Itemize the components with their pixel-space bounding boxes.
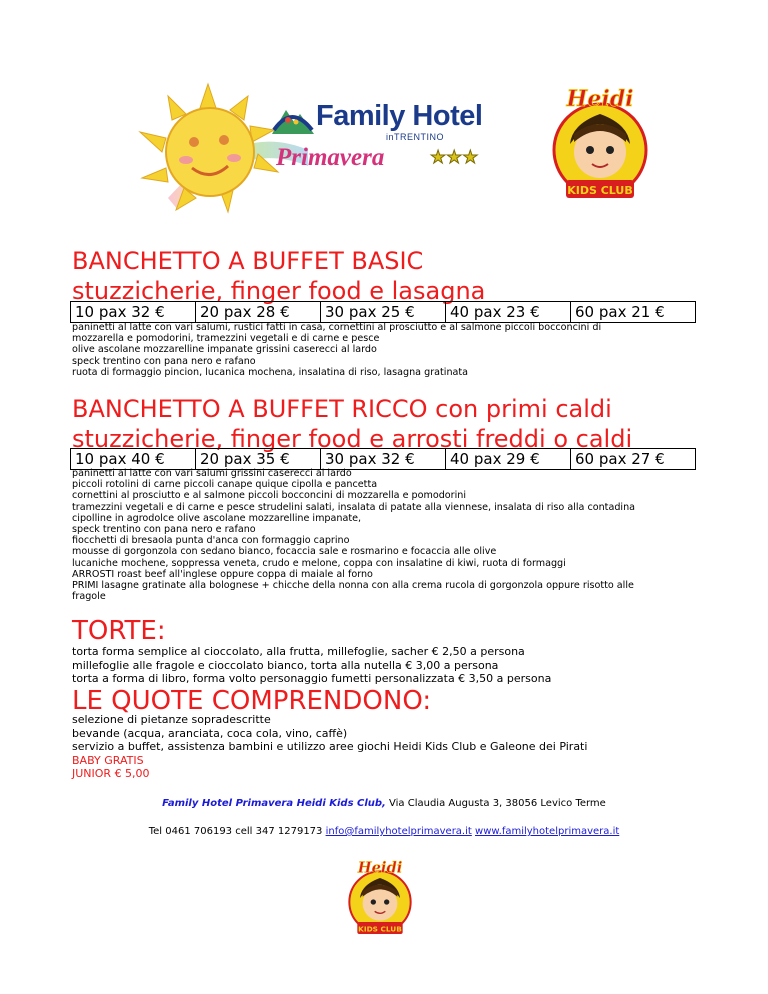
torte-title: TORTE: (72, 616, 166, 646)
ricco-title (72, 394, 632, 454)
heidi-kids-club-logo-small (340, 858, 420, 938)
quote-list (72, 713, 712, 781)
menu-line: cornettini al prosciutto e al salmone piccoli bocconcini di mozzarella e pomodorini (72, 490, 467, 502)
mountain-family-icon (272, 102, 314, 138)
junior-price: JUNIOR € 5,00 (72, 767, 150, 780)
footer-address (0, 798, 768, 809)
menu-line: mousse di gorgonzola con sedano bianco, focaccia sale e rosmarino e focaccia alle olive (72, 546, 497, 558)
logo-primavera: Primavera (276, 144, 385, 171)
menu-line: paninetti al latte con vari salumi grissini caserecci al lardo (72, 468, 352, 479)
email-link[interactable]: info@familyhotelprimavera.it (325, 826, 472, 837)
basic-price-30: 30 pax 25 € (321, 302, 446, 323)
quote-line: bevande (acqua, aranciata, coca cola, vino, caffè) (72, 726, 348, 740)
menu-line: fragole (72, 591, 106, 603)
menu-line: speck trentino con pana nero e rafano (72, 355, 256, 367)
logo-stars: ★★★ (430, 147, 479, 168)
menu-line: ARROSTI roast beef all'inglese oppure coppa di maiale al forno (72, 568, 373, 580)
badge-sub-text: KIDS CLUB (567, 184, 633, 197)
ricco-price-30: 30 pax 32 € (321, 449, 446, 470)
logo-subtitle: inTRENTINO (386, 132, 445, 142)
menu-line: lucaniche mochene, soppressa veneta, crudo e melone, coppa con insalatine di kiwi, ruota di formaggi (72, 557, 566, 569)
basic-title-line1: BANCHETTO A BUFFET BASIC (72, 247, 424, 275)
torte-line: torta a forma di libro, forma volto personaggio fumetti personalizzata € 3,50 a persona (72, 672, 552, 685)
menu-line: piccoli rotolini di carne piccoli canape quique cipolla e pancetta (72, 479, 378, 491)
basic-title (72, 246, 485, 306)
menu-line: speck trentino con pana nero e rafano (72, 524, 256, 536)
ricco-title-line2: stuzzicherie, finger food e arrosti freddi o caldi (72, 425, 633, 453)
menu-line: tramezzini vegetali e di carne e pesce strudelini salati, insalata di patate alla viennese, insalata di riso alla contadina (72, 501, 636, 513)
ricco-price-table (70, 448, 696, 470)
quote-line: servizio a buffet, assistenza bambini e utilizzo aree giochi Heidi Kids Club e Galeone dei Pirati (72, 740, 588, 753)
menu-line: fiocchetti di bresaola punta d'anca con formaggio caprino (72, 535, 350, 547)
ricco-price-40: 40 pax 29 € (446, 449, 571, 470)
menu-line: ruota di formaggio pincion, lucanica mochena, insalatina di riso, lasagna gratinata (72, 366, 469, 378)
footer-contacts (0, 826, 768, 837)
logo-title: Family Hotel (316, 100, 483, 132)
torte-list (72, 645, 712, 686)
ricco-menu (72, 468, 712, 602)
heidi-kids-club-logo (540, 84, 660, 204)
basic-menu (72, 322, 712, 378)
basic-title-line2: stuzzicherie, finger food e lasagna (72, 277, 486, 305)
quote-line: selezione di pietanze sopradescritte (72, 713, 271, 726)
badge-sub-text-small: KIDS CLUB (358, 924, 402, 934)
menu-line: PRIMI lasagne gratinate alla bolognese + chicche della nonna con alla crema rucola di gorgonzola oppure risotto alle (72, 580, 634, 592)
ricco-price-10: 10 pax 40 € (71, 449, 196, 470)
menu-line: paninetti al latte con vari salumi, rustici fatti in casa, cornettini al prosciutto e al salmone piccoli bocconcini di (72, 322, 602, 333)
badge-title-text-small: Heidi (357, 859, 403, 877)
basic-price-60: 60 pax 21 € (571, 302, 696, 323)
footer-phone: Tel 0461 706193 cell 347 1279173 (148, 826, 326, 837)
badge-title-text: Heidi (566, 86, 634, 112)
basic-price-10: 10 pax 32 € (71, 302, 196, 323)
footer-brand: Family Hotel Primavera Heidi Kids Club, (162, 798, 386, 809)
torte-line: torta forma semplice al cioccolato, alla frutta, millefoglie, sacher € 2,50 a persona (72, 645, 525, 658)
baby-price: BABY GRATIS (72, 753, 144, 767)
menu-line: olive ascolane mozzarelline impanate grissini caserecci al lardo (72, 344, 377, 356)
hotel-logo (268, 96, 538, 176)
basic-price-20: 20 pax 28 € (196, 302, 321, 323)
torte-line: millefoglie alle fragole e cioccolato bianco, torta alla nutella € 3,00 a persona (72, 658, 499, 672)
ricco-price-60: 60 pax 27 € (571, 449, 696, 470)
ricco-title-line1: BANCHETTO A BUFFET RICCO con primi caldi (72, 395, 612, 423)
basic-price-40: 40 pax 23 € (446, 302, 571, 323)
ricco-price-20: 20 pax 35 € (196, 449, 321, 470)
basic-price-table (70, 301, 696, 323)
quote-title: LE QUOTE COMPRENDONO: (72, 686, 432, 716)
menu-line: cipolline in agrodolce olive ascolane mozzarelline impanate, (72, 512, 362, 524)
footer-address-text: Via Claudia Augusta 3, 38056 Levico Terme (385, 798, 606, 809)
website-link[interactable]: www.familyhotelprimavera.it (475, 826, 620, 837)
menu-line: mozzarella e pomodorini, tramezzini vegetali e di carne e pesce (72, 333, 380, 345)
